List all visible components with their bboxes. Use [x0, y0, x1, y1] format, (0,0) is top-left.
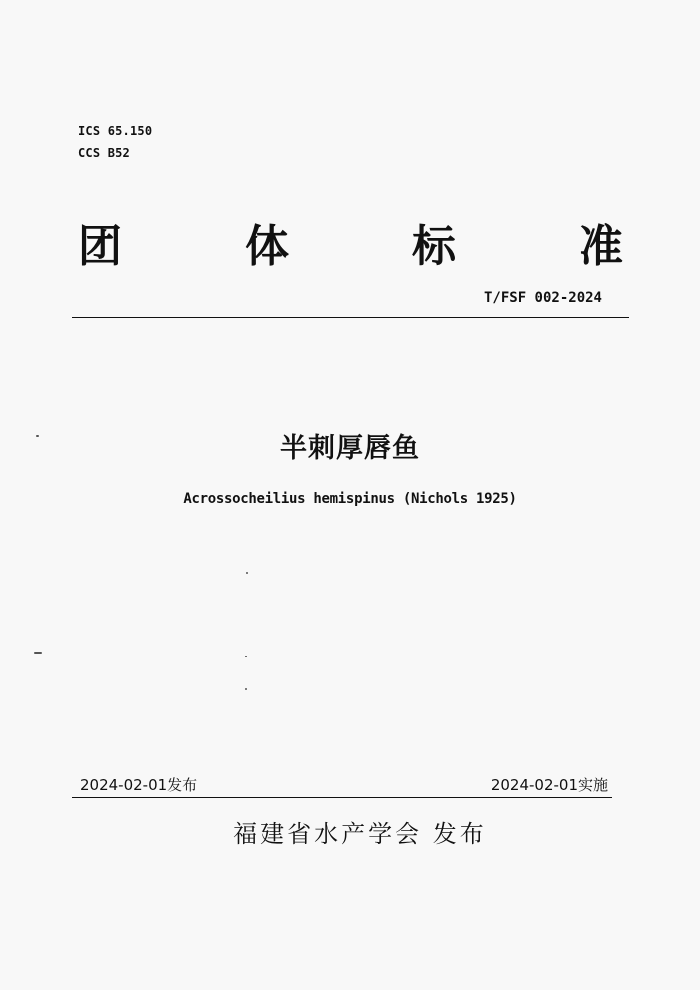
standard-type-char: 标 — [412, 221, 456, 272]
scan-speck — [34, 652, 42, 654]
scan-speck — [36, 435, 39, 437]
standard-type-char: 体 — [245, 221, 289, 272]
ics-code: ICS 65.150 — [78, 124, 153, 138]
ccs-code: CCS B52 — [78, 146, 130, 160]
top-divider — [72, 317, 629, 318]
standard-type-char: 团 — [78, 221, 122, 272]
implement-date: 2024-02-01实施 — [490, 776, 608, 794]
scan-speck — [245, 656, 247, 657]
publisher-name: 福建省水产学会 发布 — [233, 820, 487, 848]
scan-speck — [245, 688, 247, 690]
standard-type-title — [78, 222, 623, 272]
species-latin-name: Acrossocheilius hemispinus (Nichols 1925) — [183, 491, 517, 507]
bottom-divider — [72, 797, 612, 798]
standard-type-char: 准 — [579, 221, 623, 272]
species-chinese-name: 半刺厚唇鱼 — [280, 433, 420, 464]
standard-number: T/FSF 002-2024 — [483, 290, 602, 306]
publish-date: 2024-02-01发布 — [80, 776, 198, 794]
scan-speck — [246, 572, 248, 574]
